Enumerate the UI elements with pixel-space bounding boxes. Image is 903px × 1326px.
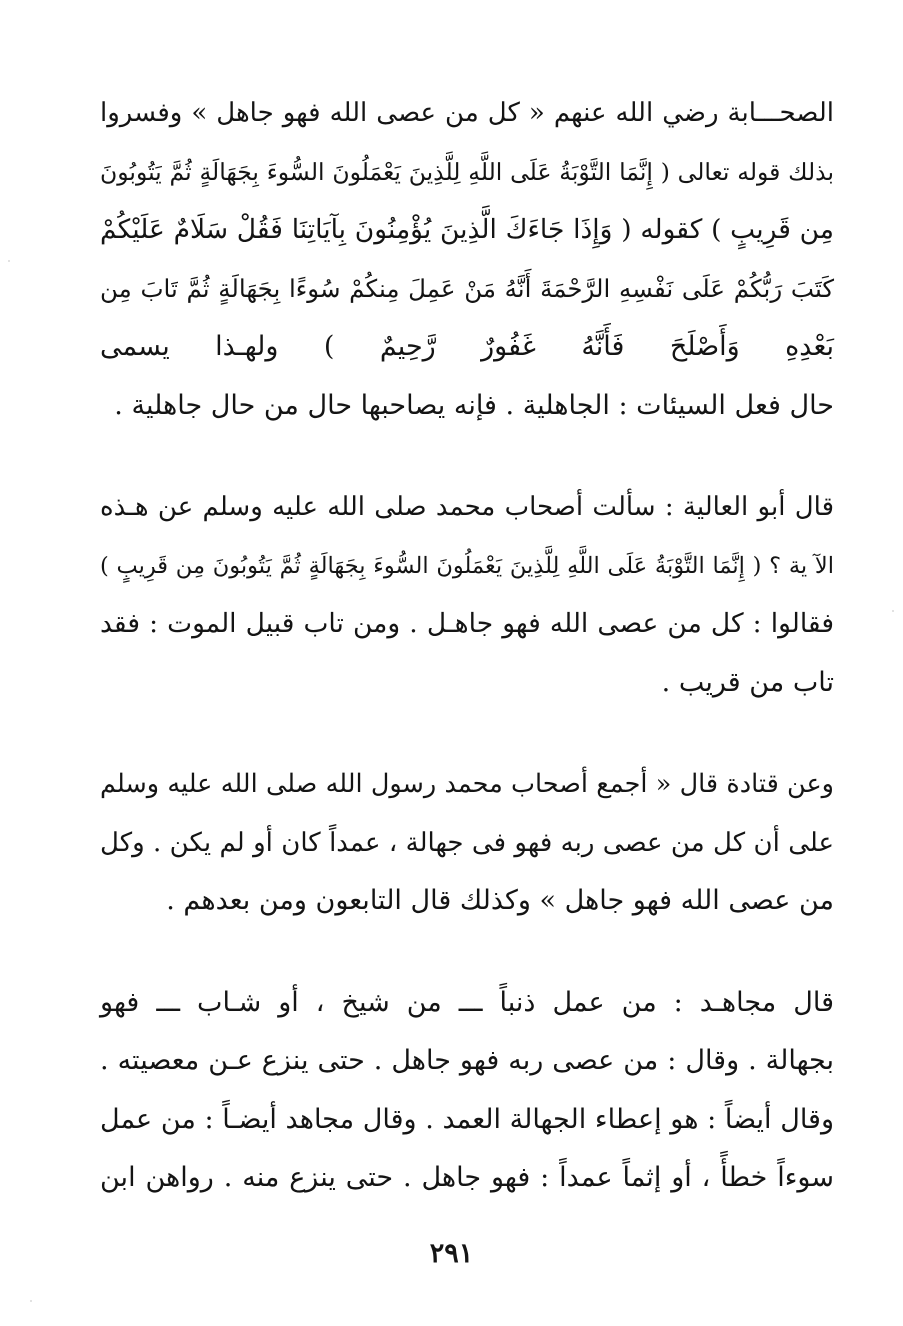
text-line: الآ ية ؟ ( إِنَّمَا التَّوْبَةُ عَلَى اللَّهِ لِلَّذِينَ يَعْمَلُونَ السُّوءَ بِجَهَالَةٍ ثُمَّ يَتُوبُونَ مِن قَرِيبٍ ): [100, 552, 834, 579]
scan-speck: [892, 610, 894, 612]
text-line: مِن قَرِيبٍ ) كقوله ( وَإِذَا جَاءَكَ الَّذِينَ يُؤْمِنُونَ بِآيَاتِنَا فَقُلْ سَلَامٌ عَلَيْكُمْ: [100, 214, 834, 245]
paragraph-3: [100, 755, 834, 931]
text-line: على أن كل من عصى ربه فهو فى جهالة ، عمداً كان أو لم يكن . وكل: [100, 827, 834, 858]
text-line: بذلك قوله تعالى ( إِنَّمَا التَّوْبَةُ عَلَى اللَّهِ لِلَّذِينَ يَعْمَلُونَ السُّوءَ بِجَهَالَةٍ ثُمَّ يَتُوبُونَ: [100, 157, 834, 186]
text-line: سوءاً خطأً ، أو إثماً عمداً : فهو جاهل . حتى ينزع منه . رواهن ابن: [100, 1162, 834, 1193]
text-line: الصحـــابة رضي الله عنهم « كل من عصى الله فهو جاهل » وفسروا: [100, 98, 834, 128]
scan-speck: [8, 260, 10, 262]
text-line: قال مجاهـد : من عمل ذنباً ـــ من شيخ ، أو شـاب ـــ فهو: [100, 986, 834, 1018]
paragraph-2: [100, 478, 834, 712]
text-line: قال أبو العالية : سألت أصحاب محمد صلى الله عليه وسلم عن هـذه: [100, 492, 834, 522]
scan-speck: [30, 1300, 32, 1302]
text-line: حال فعل السيئات : الجاهلية . فإنه يصاحبها حال من حال جاهلية .: [114, 389, 834, 421]
text-line: بَعْدِهِ وَأَصْلَحَ فَأَنَّهُ غَفُورٌ رَّحِيمٌ ) ولهـذا يسمى: [100, 331, 834, 362]
page-body: [100, 84, 834, 1208]
text-line: وعن قتادة قال « أجمع أصحاب محمد رسول الله صلى الله عليه وسلم: [100, 769, 834, 799]
text-line: كَتَبَ رَبُّكُمْ عَلَى نَفْسِهِ الرَّحْمَةَ أَنَّهُ مَنْ عَمِلَ مِنكُمْ سُوءًا بِجَهَالَةٍ ثُمَّ تَابَ مِن: [100, 273, 834, 303]
paragraph-4: [100, 974, 834, 1208]
text-line: بجهالة . وقال : من عصى ربه فهو جاهل . حتى ينزع عـن معصيته .: [100, 1045, 834, 1076]
text-line: من عصى الله فهو جاهل » وكذلك قال التابعون ومن بعدهم .: [166, 885, 834, 916]
paragraph-1: [100, 84, 834, 435]
page-number: ٢٩١: [429, 1238, 474, 1269]
text-line: تاب من قريب .: [661, 666, 834, 698]
text-line: فقالوا : كل من عصى الله فهو جاهـل . ومن تاب قبيل الموت : فقد: [100, 608, 834, 639]
text-line: وقال أيضاً : هو إعطاء الجهالة العمد . وقال مجاهد أيضـاً : من عمل: [100, 1103, 834, 1135]
